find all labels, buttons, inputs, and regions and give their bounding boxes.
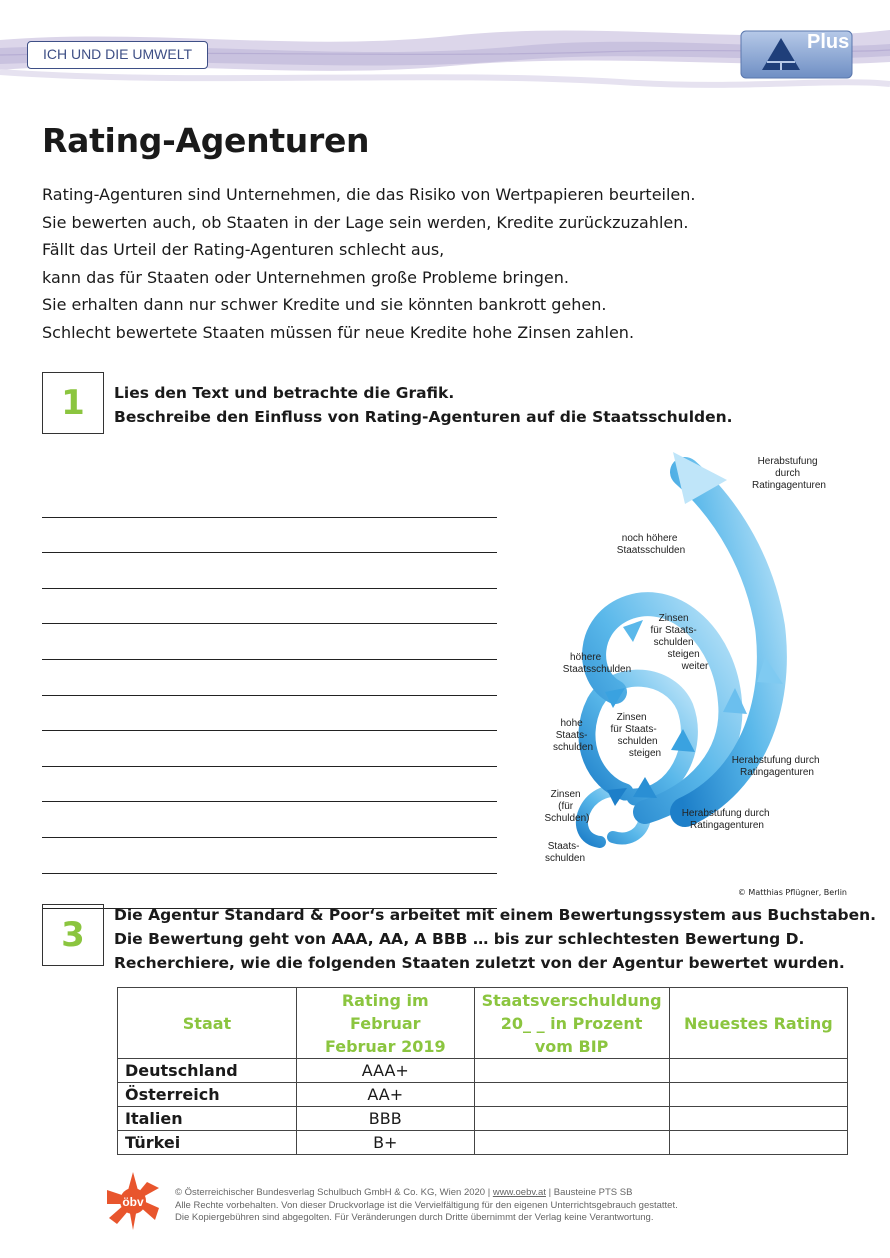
rating-table — [117, 987, 848, 1155]
task-3-line: Die Bewertung geht von AAA, AA, A BBB … bis zur schlechtesten Bewertung D. — [114, 930, 805, 948]
intro-line: Fällt das Urteil der Rating-Agenturen schlecht aus, — [42, 240, 445, 259]
cell-latest[interactable] — [669, 1131, 847, 1155]
cell-debt[interactable] — [474, 1059, 669, 1083]
answer-lines[interactable] — [42, 482, 497, 909]
cell-country: Österreich — [118, 1083, 297, 1107]
header-staat: Staat — [118, 988, 297, 1059]
intro-line: Sie bewerten auch, ob Staaten in der Lage sein werden, Kredite zurückzuzahlen. — [42, 212, 689, 232]
answer-line[interactable] — [42, 767, 497, 803]
cell-country: Türkei — [118, 1131, 297, 1155]
footer-line: © Österreichischer Bundesverlag Schulbuch GmbH & Co. KG, Wien 2020 | www.oebv.at | Bausteine PTS SB — [175, 1187, 633, 1198]
task-3-number: 3 — [42, 904, 104, 966]
label-herab-low: Herabstufung durch Ratingagenturen — [681, 808, 770, 831]
label-noch-hoehere: noch höhere Staatsschulden — [616, 533, 686, 556]
graphic-credit: © Matthias Pflügner, Berlin — [737, 888, 847, 897]
task-1-line: Lies den Text und betrachte die Grafik. — [114, 384, 455, 402]
label-zinsen-steigen: Zinsen für Staats- schulden steigen — [610, 712, 662, 759]
cell-country: Italien — [118, 1107, 297, 1131]
table-row — [118, 1131, 848, 1155]
answer-line[interactable] — [42, 553, 497, 589]
cell-debt[interactable] — [474, 1131, 669, 1155]
header-rating-feb: Rating im Februar Februar 2019 — [296, 988, 474, 1059]
label-hoehere: höhere Staatsschulden — [562, 652, 632, 675]
intro-text — [42, 181, 696, 346]
cell-rating: AA+ — [296, 1083, 474, 1107]
label-herab-mid: Herabstufung durch Ratingagenturen — [731, 755, 820, 778]
cell-country: Deutschland — [118, 1059, 297, 1083]
footer-text — [175, 1187, 678, 1225]
header-latest: Neuestes Rating — [669, 988, 847, 1059]
answer-line[interactable] — [42, 838, 497, 874]
task-3-line: Die Agentur Standard & Poor‘s arbeitet mit einem Bewertungssystem aus Buchstaben. — [114, 906, 877, 924]
header-debt: Staatsverschuldung 20_ _ in Prozent vom BIP — [474, 988, 669, 1059]
answer-line[interactable] — [42, 696, 497, 732]
answer-line[interactable] — [42, 660, 497, 696]
cell-latest[interactable] — [669, 1107, 847, 1131]
cell-rating: AAA+ — [296, 1059, 474, 1083]
answer-line[interactable] — [42, 624, 497, 660]
label-zinsen-fuer: Zinsen (für Schulden) — [544, 789, 590, 824]
footer-line: Die Kopiergebühren sind abgegolten. Für Veränderungen durch Dritte übernimmt der Verlag keine Verantwortung. — [175, 1212, 654, 1223]
answer-line[interactable] — [42, 731, 497, 767]
task-3-line: Recherchiere, wie die folgenden Staaten zuletzt von der Agentur bewertet wurden. — [114, 954, 845, 972]
intro-line: Schlecht bewertete Staaten müssen für neue Kredite hohe Zinsen zahlen. — [42, 322, 635, 342]
page-title: Rating-Agenturen — [42, 121, 370, 160]
label-staatsschulden: Staats- schulden — [544, 841, 586, 864]
table-row — [118, 1083, 848, 1107]
debt-spiral-graphic — [535, 452, 860, 870]
cell-debt[interactable] — [474, 1083, 669, 1107]
table-row — [118, 1107, 848, 1131]
answer-line[interactable] — [42, 482, 497, 518]
task-1-line: Beschreibe den Einfluss von Rating-Agenturen auf die Staatsschulden. — [114, 408, 733, 426]
intro-line: kann das für Staaten oder Unternehmen große Probleme bringen. — [42, 267, 569, 287]
answer-line[interactable] — [42, 589, 497, 625]
table-header-row — [118, 988, 848, 1059]
label-hohe: hohe Staats- schulden — [552, 718, 594, 753]
answer-line[interactable] — [42, 518, 497, 554]
intro-line: Sie erhalten dann nur schwer Kredite und sie könnten bankrott gehen. — [42, 295, 607, 314]
label-top-right: Herabstufung durch Ratingagenturen — [752, 456, 826, 491]
task-1-instructions — [114, 381, 733, 429]
label-zinsen-weiter: Zinsen für Staats- schulden steigen weiter — [650, 613, 709, 672]
publisher-link[interactable]: www.oebv.at — [492, 1187, 546, 1198]
answer-line[interactable] — [42, 802, 497, 838]
task-1-number: 1 — [42, 372, 104, 434]
cell-rating: BBB — [296, 1107, 474, 1131]
cell-latest[interactable] — [669, 1083, 847, 1107]
task-3-instructions — [114, 903, 876, 975]
cell-latest[interactable] — [669, 1059, 847, 1083]
cell-rating: B+ — [296, 1131, 474, 1155]
logo-text: öbv — [122, 1195, 144, 1209]
plus-badge-label: Plus — [807, 31, 850, 53]
intro-line: Rating-Agenturen sind Unternehmen, die das Risiko von Wertpapieren beurteilen. — [42, 185, 696, 204]
publisher-logo — [103, 1168, 163, 1232]
footer-line: Alle Rechte vorbehalten. Von dieser Druckvorlage ist die Vervielfältigung für den eigenen Unterrichtsgebrauch gestattet. — [175, 1199, 678, 1211]
cell-debt[interactable] — [474, 1107, 669, 1131]
table-row — [118, 1059, 848, 1083]
arrow-head-icon — [623, 620, 643, 642]
section-tag: ICH UND DIE UMWELT — [27, 41, 208, 69]
